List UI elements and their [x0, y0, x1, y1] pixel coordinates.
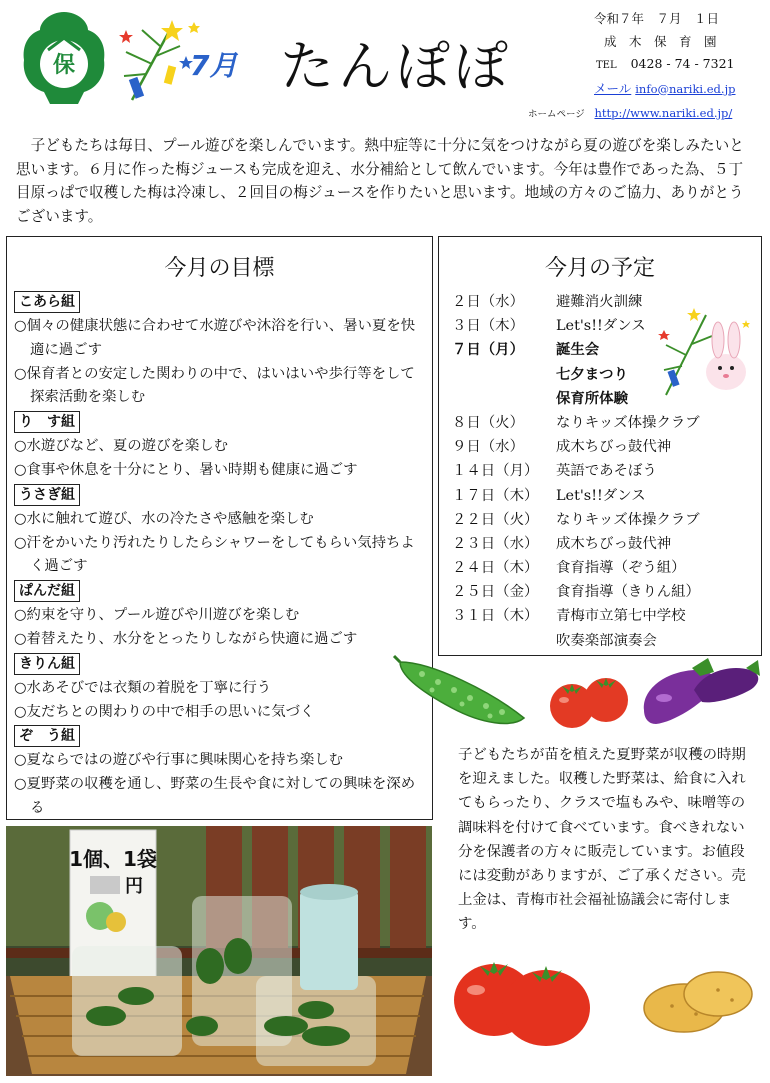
schedule-row: [452, 411, 752, 435]
logo-text: 保: [52, 53, 76, 78]
event-name: 成木ちびっ鼓代神: [556, 535, 672, 552]
event-name: なりキッズ体操クラブ: [556, 414, 700, 431]
event-date: [452, 387, 556, 411]
event-date: ２４日（木）: [452, 560, 539, 577]
goal-item: ○個々の健康状態に合わせて水遊びや沐浴を行い、暑い夏を快適に過ごす: [14, 318, 416, 358]
tanabata-decoration-icon: [112, 16, 202, 104]
tel-number: 0428 - 74 - 7321: [630, 56, 735, 71]
eggplant-icon: [634, 650, 764, 730]
event-name: 食育指導（ぞう組）: [556, 560, 686, 577]
goal-item: ○夏野菜の収穫を通し、野菜の生長や食に対しての興味を深める: [14, 776, 416, 816]
tomatoes-icon: [446, 948, 596, 1048]
goal-item: ○水あそびでは衣類の着脱を丁寧に行う: [14, 679, 272, 696]
schedule-row: [452, 435, 752, 459]
event-date: １４日（月）: [452, 463, 539, 480]
event-name: 食育指導（きりん組）: [556, 584, 700, 601]
tomato-icon: [544, 670, 634, 730]
event-date: ９日（水）: [452, 439, 524, 456]
tel-label: TEL: [596, 60, 617, 71]
org-info: [590, 8, 750, 100]
event-name: Let's!!ダンス: [556, 318, 646, 335]
issue-date: 令和７年 ７月 １日: [594, 11, 720, 26]
event-date: ７日（月）: [452, 341, 524, 359]
intro-paragraph: 子どもたちは毎日、プール遊びを楽しんでいます。熱中症等に十分に気をつけながら夏の遊びを楽しみたいと思います。６月に作った梅ジュースも完成を迎え、水分補給として飲んでいます。今年は豊作であった為、５丁目原っぱで収穫した梅は冷凍し、２回目の梅ジュースを作りたいと思います。地域の方々のご協力、ありがとうございます。: [16, 137, 744, 225]
bitter-melon-icon: [392, 652, 532, 732]
price-sign-line1: 1個、1袋: [69, 847, 157, 871]
event-date: ８日（火）: [452, 414, 524, 431]
homepage-link[interactable]: http://www.nariki.ed.jp/: [594, 106, 733, 120]
class-group-label: うさぎ組: [14, 484, 80, 506]
schedule-row: [452, 580, 752, 604]
event-date: １７日（木）: [452, 487, 539, 504]
class-group-label: ぱんだ組: [14, 580, 80, 602]
goal-item: ○汗をかいたり汚れたりしたらシャワーをしてもらい気持ちよく過ごす: [14, 534, 415, 575]
class-group-label: きりん組: [14, 653, 80, 675]
mail-line: [590, 78, 750, 101]
class-group-label: こあら組: [14, 291, 80, 313]
mail-link[interactable]: info@nariki.ed.jp: [635, 81, 736, 96]
schedule-row: [452, 532, 752, 556]
event-name: 吹奏楽部演奏会: [556, 632, 657, 649]
event-date: ３日（木）: [452, 318, 524, 335]
event-name: 七夕まつり: [556, 365, 628, 383]
price-sign-line2: 円: [125, 876, 143, 897]
goals-title: 今月の目標: [164, 256, 275, 281]
class-group-label: ぞ う組: [14, 725, 80, 747]
event-date: ２５日（金）: [452, 584, 539, 601]
vegetable-harvest-text: 子どもたちが苗を植えた夏野菜が収穫の時期を迎えました。収穫した野菜は、給食に入れてもらったり、クラスで塩もみや、味噌等の調味料を付けて食べています。食べきれない分を保護者の方々に販売しています。お値段には変動がありますが、ご了承ください。売上金は、青梅市社会福祉協議会に寄付します。: [458, 747, 746, 933]
event-name: Let's!!ダンス: [556, 487, 646, 504]
nursery-logo: [18, 8, 110, 108]
homepage-line: [528, 106, 732, 120]
tanabata-rabbit-icon: [656, 300, 756, 400]
plan-title: 今月の予定: [544, 256, 655, 281]
event-date: ２３日（水）: [452, 535, 539, 552]
goal-item: ○水に触れて遊び、水の冷たさや感触を楽しむ: [14, 510, 314, 527]
schedule-row: [452, 508, 752, 532]
event-name: 英語であそぼう: [556, 463, 657, 480]
tel-line: [590, 53, 750, 78]
schedule-row: [452, 484, 752, 508]
event-date: [452, 629, 556, 653]
event-name: 誕生会: [556, 341, 600, 359]
event-name: 保育所体験: [556, 389, 628, 407]
newsletter-title: たんぽぽ: [280, 35, 512, 98]
schedule-row: [452, 459, 752, 483]
month-badge: 7月: [190, 49, 238, 82]
event-date: [452, 363, 556, 387]
event-name: 避難消火訓練: [556, 294, 643, 310]
event-date: ２２日（火）: [452, 511, 539, 528]
goals-list: [14, 290, 426, 821]
goal-item: ○水遊びなど、夏の遊びを楽しむ: [14, 438, 229, 455]
class-group-label: り す組: [14, 411, 80, 433]
goal-item: ○食事や休息を十分にとり、暑い時期も健康に過ごす: [14, 461, 358, 478]
event-name: 青梅市立第七中学校: [556, 608, 686, 625]
homepage-label: ホームページ: [528, 109, 585, 120]
event-name: なりキッズ体操クラブ: [556, 511, 700, 528]
event-date: ３１日（木）: [452, 608, 539, 625]
mail-label[interactable]: メール: [594, 80, 632, 96]
goal-item: ○夏ならではの遊びや行事に興味関心を持ち楽しむ: [14, 752, 344, 769]
goal-item: ○約束を守り、プール遊びや川遊びを楽しむ: [14, 607, 300, 624]
goal-item: ○友だちとの関わりの中で相手の思いに気づく: [14, 703, 315, 720]
event-name: 成木ちびっ鼓代神: [556, 439, 672, 456]
vegetable-sale-photo: [6, 826, 432, 1076]
potatoes-icon: [632, 960, 762, 1040]
goal-item: ○着替えたり、水分をとったりしながら快適に過ごす: [14, 630, 358, 647]
schedule-row: [452, 604, 752, 628]
schedule-row: [452, 556, 752, 580]
org-name: 成 木 保 育 園: [604, 33, 717, 49]
event-date: ２日（水）: [452, 294, 524, 310]
goal-item: ○保育者との安定した関わりの中で、はいはいや歩行等をして探索活動を楽しむ: [14, 365, 415, 406]
